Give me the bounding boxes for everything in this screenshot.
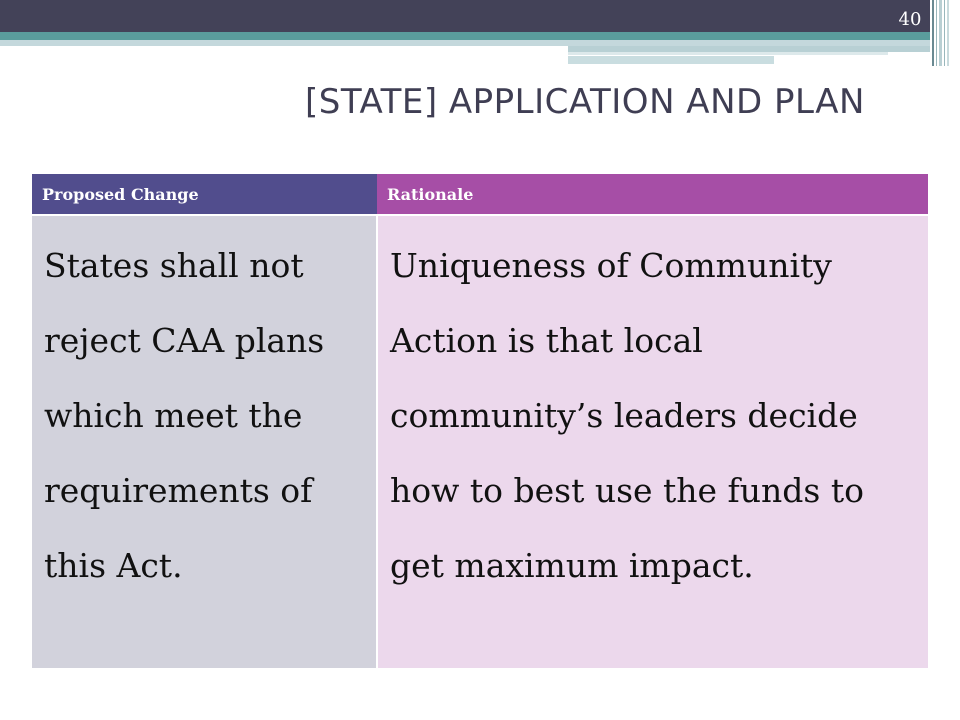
table-row: [32, 215, 928, 668]
teal-accent-bar: [0, 32, 930, 40]
proposal-table: [32, 174, 928, 668]
vertical-accent-line: [939, 0, 942, 66]
light-accent-line: [568, 52, 888, 55]
rationale-cell: Uniqueness of Community Action is that local community’s leaders decide how to best use the funds to get maximum impact.: [377, 215, 928, 668]
slide-title: [STATE] APPLICATION AND PLAN: [305, 82, 865, 122]
vertical-accent-line: [932, 0, 934, 66]
vertical-accent-line: [936, 0, 937, 66]
proposed-change-cell: States shall not reject CAA plans which meet the requirements of this Act.: [32, 215, 377, 668]
column-header-proposed-change: Proposed Change: [32, 174, 377, 215]
vertical-accent-line: [947, 0, 949, 66]
light-accent-bar-shorter: [568, 56, 774, 64]
table-header-row: [32, 174, 928, 215]
top-decorative-bar: [0, 0, 930, 32]
column-header-rationale: Rationale: [377, 174, 928, 215]
slide-number: 40: [898, 9, 922, 30]
vertical-accent-line: [944, 0, 945, 66]
